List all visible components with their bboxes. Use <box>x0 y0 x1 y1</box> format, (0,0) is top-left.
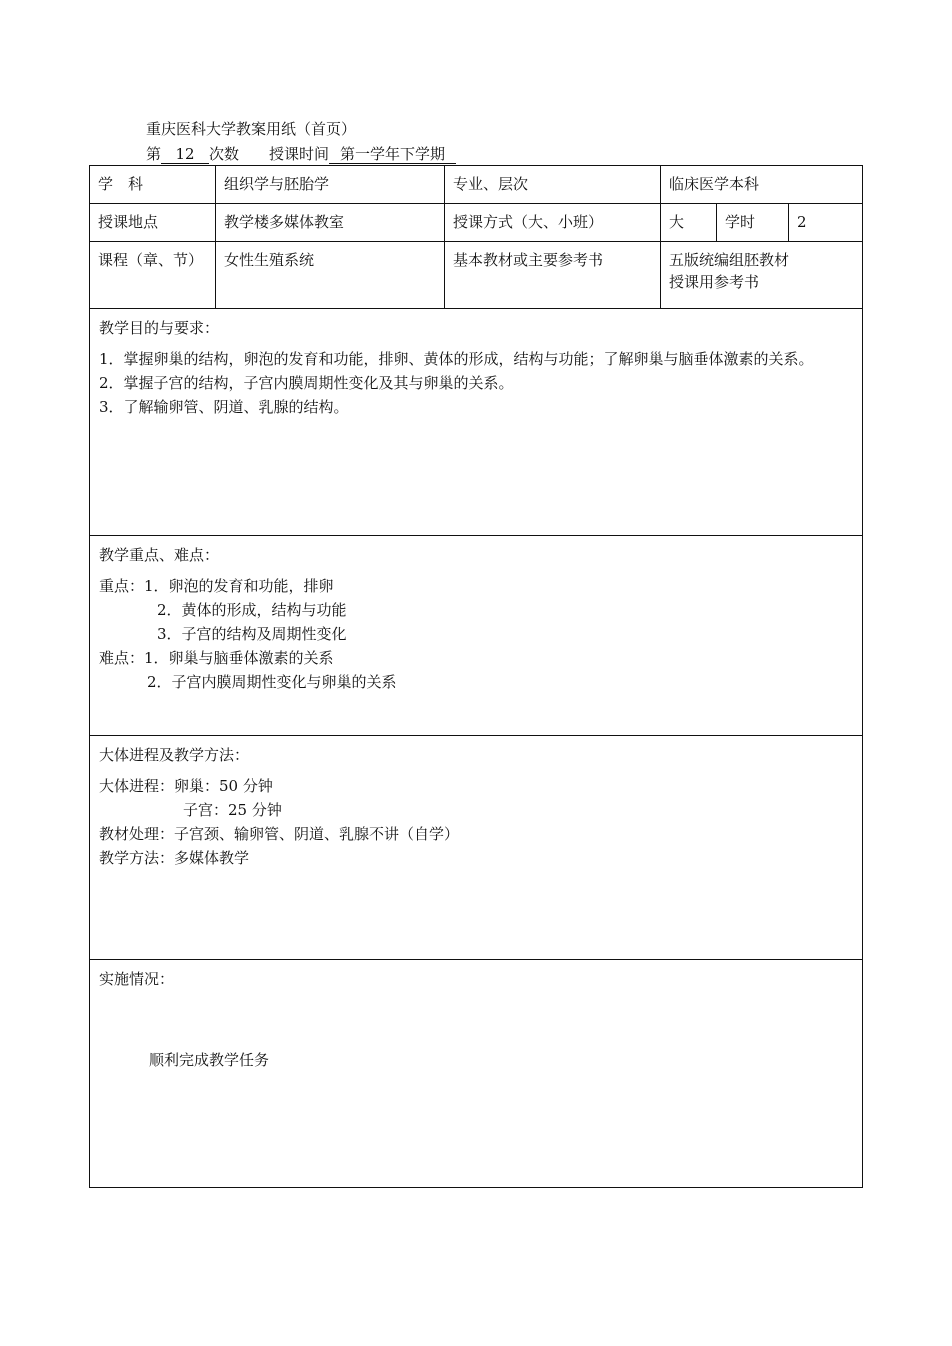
process-heading: 大体进程及教学方法： <box>99 746 250 764</box>
row-objectives <box>90 309 863 536</box>
textbook-line2: 授课用参考书 <box>669 273 760 291</box>
textbook-label: 基本教材或主要参考书 <box>445 242 661 309</box>
lesson-plan-table <box>89 165 863 1188</box>
row-course <box>90 242 863 309</box>
implementation-section <box>90 960 863 1188</box>
implementation-heading: 实施情况： <box>99 970 175 988</box>
row-subject <box>90 166 863 204</box>
process-line-2: 子宫：25 分钟 <box>183 801 282 819</box>
time-value: 第一学年下学期 <box>329 145 456 164</box>
objectives-heading: 教学目的与要求： <box>99 319 220 337</box>
course-value: 女性生殖系统 <box>216 242 445 309</box>
objective-item-1: 1．掌握卵巢的结构，卵泡的发育和功能，排卵、黄体的形成，结构与功能；了解卵巢与脑垂体激素的关系。 <box>99 350 814 368</box>
difficulty-2: 2．子宫内膜周期性变化与卵巢的关系 <box>147 673 397 691</box>
hours-label: 学时 <box>717 204 789 242</box>
major-value: 临床医学本科 <box>661 166 863 204</box>
subject-value: 组织学与胚胎学 <box>216 166 445 204</box>
mode-label: 授课方式（大、小班） <box>445 204 661 242</box>
process-section <box>90 736 863 960</box>
document-title: 重庆医科大学教案用纸（首页） <box>146 120 357 138</box>
textbook-value <box>661 242 863 309</box>
row-location <box>90 204 863 242</box>
session-number: 12 <box>161 145 209 164</box>
implementation-text: 顺利完成教学任务 <box>149 1051 270 1069</box>
row-process <box>90 736 863 960</box>
mode-value: 大 <box>661 204 717 242</box>
objective-item-2: 2．掌握子宫的结构，子宫内膜周期性变化及其与卵巢的关系。 <box>99 374 514 392</box>
subject-label: 学 科 <box>90 166 216 204</box>
location-label: 授课地点 <box>90 204 216 242</box>
time-label: 授课时间 <box>269 145 330 163</box>
keypoints-section <box>90 536 863 736</box>
keypoints-heading: 教学重点、难点： <box>99 546 220 564</box>
keypoint-3: 3．子宫的结构及周期性变化 <box>157 625 347 643</box>
objectives-section <box>90 309 863 536</box>
difficulty-1: 难点：1．卵巢与脑垂体激素的关系 <box>99 649 334 667</box>
location-value: 教学楼多媒体教室 <box>216 204 445 242</box>
course-label: 课程（章、节） <box>90 242 216 309</box>
row-keypoints <box>90 536 863 736</box>
objective-item-3: 3．了解输卵管、阴道、乳腺的结构。 <box>99 398 349 416</box>
session-prefix: 第 <box>146 145 162 163</box>
row-implementation <box>90 960 863 1188</box>
session-label: 次数 <box>209 145 240 163</box>
textbook-line1: 五版统编组胚教材 <box>669 251 790 269</box>
major-label: 专业、层次 <box>445 166 661 204</box>
process-line-4: 教学方法：多媒体教学 <box>99 849 250 867</box>
hours-value: 2 <box>789 204 863 242</box>
keypoint-1: 重点：1．卵泡的发育和功能，排卵 <box>99 577 334 595</box>
keypoint-2: 2．黄体的形成，结构与功能 <box>157 601 347 619</box>
process-line-3: 教材处理：子宫颈、输卵管、阴道、乳腺不讲（自学） <box>99 825 460 843</box>
process-line-1: 大体进程：卵巢：50 分钟 <box>99 777 273 795</box>
session-line <box>146 143 456 164</box>
